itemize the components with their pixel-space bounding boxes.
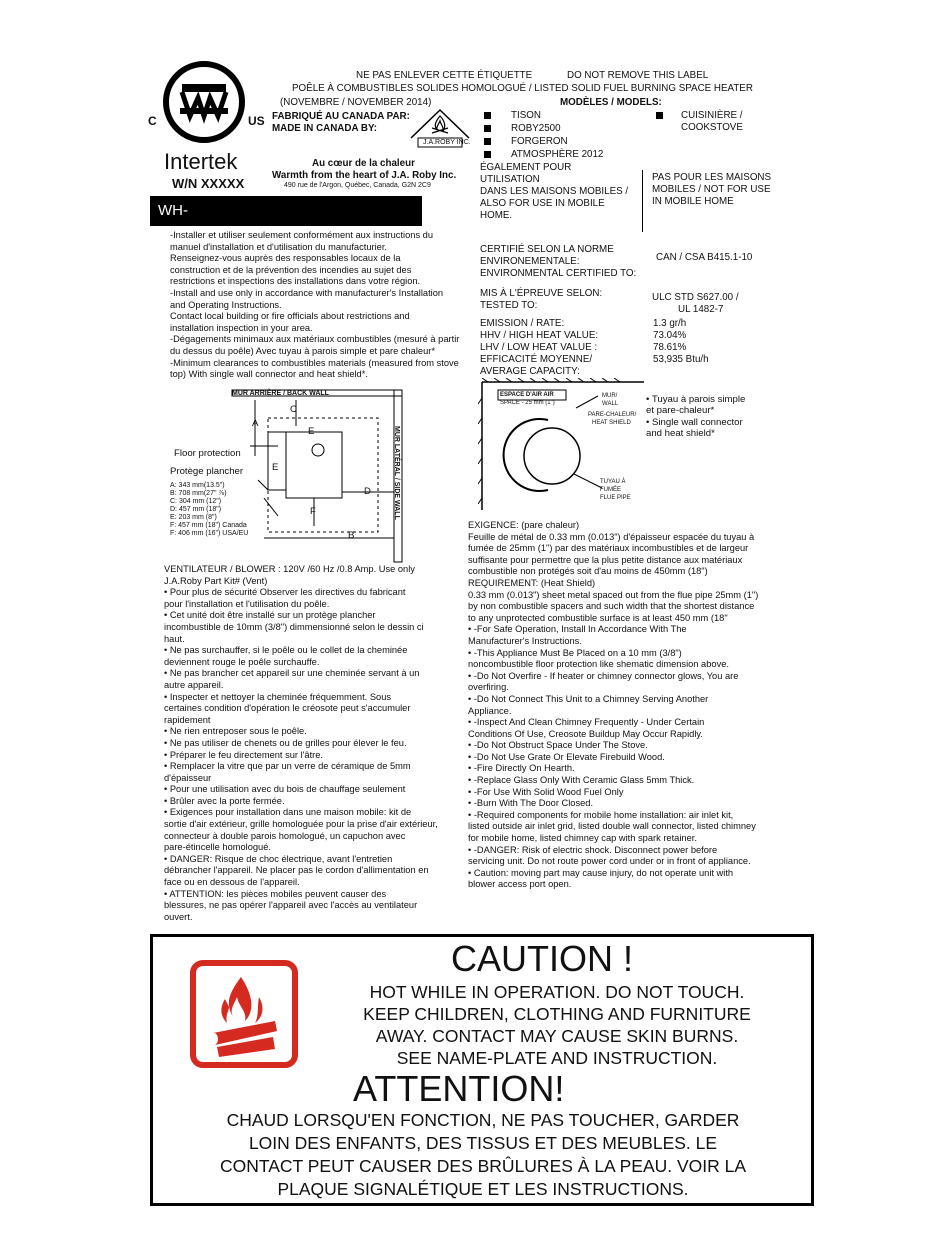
- spec-env-value: CAN / CSA B415.1-10: [656, 252, 753, 263]
- shield-legend: • Tuyau à parois simple et pare-chaleur* • Single wall connector and heat shield*: [646, 394, 746, 440]
- pipe-label: TUYAU À: [600, 479, 626, 485]
- heat-shield-diagram: [478, 378, 648, 514]
- cert-us: US: [248, 114, 265, 128]
- intertek-brand: Intertek: [164, 149, 238, 174]
- models-title: MODÈLES / MODELS:: [560, 97, 662, 108]
- model-item: CUISINIÈRE /: [656, 110, 743, 122]
- spec-capacity-value: 53,935 Btu/h: [653, 354, 709, 365]
- dim-b: B: [348, 530, 355, 541]
- install-instructions: -Installer et utiliser seulement conformément aux instructions du manuel d'installation et d'utilisation du manufacturier. Renseignez-vous auprès des responsables locaux de la construction et de la prévention des incendies au sujet des restrictions et inspections des installations dans votre région. -Install and use only in accordance with manufacturer's Installation and Operating Instructions. Contact local building or fire officials about restrictions and installation inspection in your area. -Dégagements minimaux aux matériaux combustibles (mesuré à partir du dessus du poêle) Avec tuyau à parois simple et pare chaleur* -Minimum clearances to combustibles materials (measured from stove top) With single wall connector and heat shield*.: [170, 230, 460, 380]
- caution-fr-text: CHAUD LORSQU'EN FONCTION, NE PAS TOUCHER, GARDER LOIN DES ENFANTS, DES TISSUS ET DES MEUBLES. LE CONTACT PEUT CAUSER DES BRÛLURES À LA PEAU. VOIR LA PLAQUE SIGNALÉTIQUE ET LES INSTRUCTIONS.: [219, 1110, 747, 1199]
- mobile-no: PAS POUR LES MAISONS MOBILES / NOT FOR USE IN MOBILE HOME: [652, 172, 772, 207]
- cert-mark: [160, 58, 260, 158]
- header-date: (NOVEMBRE / NOVEMBER 2014): [280, 97, 432, 108]
- dim-e-top: E: [308, 426, 315, 437]
- made-in-fr: FABRIQUÉ AU CANADA PAR:: [272, 111, 410, 122]
- right-warnings: EXIGENCE: (pare chaleur) Feuille de métal de 0.33 mm (0.013") d'épaisseur espacée du tuyau à fumée de 25mm (1") par des matériaux incombustibles et de largeur suffisante pour permettre que la plus petite distance aux matériaux combustible non protégés soit d'au moins de 450mm (18") REQUIREMENT: (Heat Shield) 0.33 mm (0.013") sheet metal spaced out from the flue pipe 25mm (1") by non combustible spacers and such width that the shortest distance to any unprotected combustible surface is at least 450 mm (18" • -For Safe Operation, Install In Accordance With The Manufacturer's Instructions. • -This Appliance Must Be Placed on a 10 mm (3/8") noncombustible floor protection like shematic dimension above. • -Do Not Overfire - If heater or chimney connector glows, You are overfiring. • -Do Not Connect This Unit to a Chimney Serving Another Appliance. • -Inspect And Clean Chimney Frequently - Under Certain Conditions Of Use, Creosote Buildup May Occur Rapidly. • -Do Not Obstruct Space Under The Stove. • -Do Not Use Grate Or Elevate Firebuild Wood. • -Fire Directly On Hearth. • -Replace Glass Only With Ceramic Glass 5mm Thick. • -For Use With Solid Wood Fuel Only • -Burn With The Door Closed. • -Required components for mobile home installation: air inlet kit, listed outside air inlet grid, listed double wall connector, listed chimney for mobile home, listed chimney cap with spark retainer. • -DANGER: Risk of electric shock. Disconnect power before servicing unit. Do not route power cord under or in front of appliance. • Caution: moving part may cause injury, do not operate unit with blower access port open.: [468, 520, 759, 890]
- dim-c: C: [290, 404, 297, 415]
- models-right-list: [656, 110, 743, 134]
- left-warnings: VENTILATEUR / BLOWER : 120V /60 Hz /0.8 Amp. Use only J.A.Roby Part Kit# (Vent) • Pour plus de sécurité Observer les directives du fabricant pour l'installation et l'utilisation du poêle. • Cet unité doit être installé sur un protège plancher incombustible de 10mm (3/8") dimmensionné selon le dessin ci haut. • Ne pas surchauffer, si le poêle ou le collet de la cheminée deviennent rouge le poêle surchauffe. • Ne pas brancher cet appareil sur une cheminée servant à un autre appareil. • Inspecter et nettoyer la cheminée fréquemment. Sous certaines condition d'opération le créosote peut s'accumuler rapidement • Ne rien entreposer sous le poêle. • Ne pas utiliser de chenets ou de grilles pour élever le feu. • Préparer le feu directement sur l'âtre. • Remplacer la vitre que par un verre de céramique de 5mm d'épaisseur • Pour une utilisation avec du bois de chauffage seulement • Brûler avec la porte fermée. • Exigences pour installation dans une maison mobile: kit de sortie d'air extérieur, grille homologuée pour la prise d'air extérieur, connecteur à double parois homologué, un capuchon avec pare-étincelle homologué. • DANGER: Risque de choc électrique, avant l'entretien débrancher l'appareil. Ne placer pas le cordon d'allimentation en face ou en dessous de l'appareil. • ATTENTION: les pièces mobiles peuvent causer des blessures, ne pas opérer l'appareil avec l'accès au ventilateur ouvert.: [164, 564, 438, 922]
- dim-a: A: [252, 418, 259, 429]
- spec-emission-label: EMISSION / RATE:: [480, 318, 565, 329]
- mobile-ok: ÉGALEMENT POUR UTILISATION DANS LES MAISONS MOBILES / ALSO FOR USE IN MOBILE HOME.: [480, 162, 629, 221]
- cert-c: C: [148, 114, 157, 128]
- hot-surface-icon: [189, 959, 299, 1069]
- roby-logo: [407, 106, 473, 148]
- address: 490 rue de l'Argon, Québec, Canada, G2N 2C9: [284, 182, 431, 189]
- pipe-label-2: FUMÉE: [600, 487, 621, 493]
- clearance-diagram: [168, 386, 440, 564]
- roby-logo-text: J.A.ROBY INC.: [423, 139, 471, 146]
- model-item: ATMOSPHÈRE 2012: [484, 149, 603, 162]
- back-wall-label: MUR ARRIÈRE / BACK WALL: [232, 390, 329, 397]
- model-item: COOKSTOVE: [681, 122, 743, 133]
- spec-test-label: MIS À L'ÉPREUVE SELON: TESTED TO:: [480, 288, 603, 311]
- model-item: TISON: [484, 110, 603, 123]
- attention-title: ATTENTION!: [353, 1068, 565, 1109]
- spec-hhv-value: 73.04%: [653, 330, 687, 341]
- model-item: ROBY2500: [484, 123, 603, 136]
- dim-f: F: [310, 506, 316, 517]
- air-space-label-2: SPACE - 25 mm (1"): [500, 400, 555, 406]
- spec-env-label: CERTIFIÉ SELON LA NORME ENVIRONEMENTALE: ENVIRONMENTAL CERTIFIED TO:: [480, 244, 637, 279]
- intertek-wh-logo-icon: [160, 58, 260, 158]
- dim-d: D: [364, 486, 371, 497]
- clearance-list: A: 343 mm(13.5") B: 708 mm(27" ⅞) C: 304 mm (12") D: 457 mm (18") E: 203 mm (8") F: 457 mm (18") Canada F: 406 mm (16") USA/EU: [170, 482, 249, 537]
- wall-label-2: WALL: [602, 401, 619, 407]
- spec-capacity-label: EFFICACITÉ MOYENNE/ AVERAGE CAPACITY:: [480, 354, 593, 377]
- floor-protection-fr: Protège plancher: [170, 466, 244, 477]
- side-wall-label: MUR LATÉRAL / SIDE WALL: [393, 426, 400, 520]
- header-product-type: POÊLE À COMBUSTIBLES SOLIDES HOMOLOGUÉ / LISTED SOLID FUEL BURNING SPACE HEATER: [292, 83, 753, 94]
- made-in-en: MADE IN CANADA BY:: [272, 123, 378, 134]
- spec-hhv-label: HHV / HIGH HEAT VALUE:: [480, 330, 599, 341]
- pipe-label-3: FLUE PIPE: [600, 495, 631, 501]
- models-divider: [642, 170, 643, 232]
- header-do-not-remove-en: DO NOT REMOVE THIS LABEL: [567, 70, 709, 81]
- air-space-label: ESPACE D'AIR AIR: [500, 392, 554, 398]
- tagline-fr: Au cœur de la chaleur: [312, 158, 415, 169]
- spec-emission-value: 1.3 gr/h: [653, 318, 687, 329]
- header-do-not-remove-fr: NE PAS ENLEVER CETTE ÉTIQUETTE: [356, 70, 533, 81]
- dim-e-left: E: [272, 462, 279, 473]
- model-item: FORGERON: [484, 136, 603, 149]
- wn-number: W/N XXXXX: [172, 176, 245, 191]
- spec-lhv-label: LHV / LOW HEAT VALUE :: [480, 342, 598, 353]
- shield-label-2: HEAT SHIELD: [592, 420, 631, 426]
- caution-box: [150, 934, 814, 1206]
- floor-protection-en: Floor protection: [174, 448, 241, 459]
- models-left-list: [484, 110, 603, 162]
- wall-label: MUR/: [602, 393, 618, 399]
- fire-warning-icon: [189, 959, 299, 1069]
- spec-test-value: ULC STD S627.00 / UL 1482-7: [652, 292, 739, 315]
- tagline-en: Warmth from the heart of J.A. Roby Inc.: [272, 170, 457, 181]
- wh-bar: [150, 196, 422, 226]
- spec-lhv-value: 78.61%: [653, 342, 687, 353]
- caution-en-text: HOT WHILE IN OPERATION. DO NOT TOUCH. KEEP CHILDREN, CLOTHING AND FURNITURE AWAY. CONTACT MAY CAUSE SKIN BURNS. SEE NAME-PLATE AND INSTRUCTION.: [363, 982, 751, 1068]
- shield-label: PARE-CHALEUR/: [588, 412, 637, 418]
- caution-title: CAUTION !: [451, 938, 634, 979]
- wh-label: WH-: [158, 202, 188, 219]
